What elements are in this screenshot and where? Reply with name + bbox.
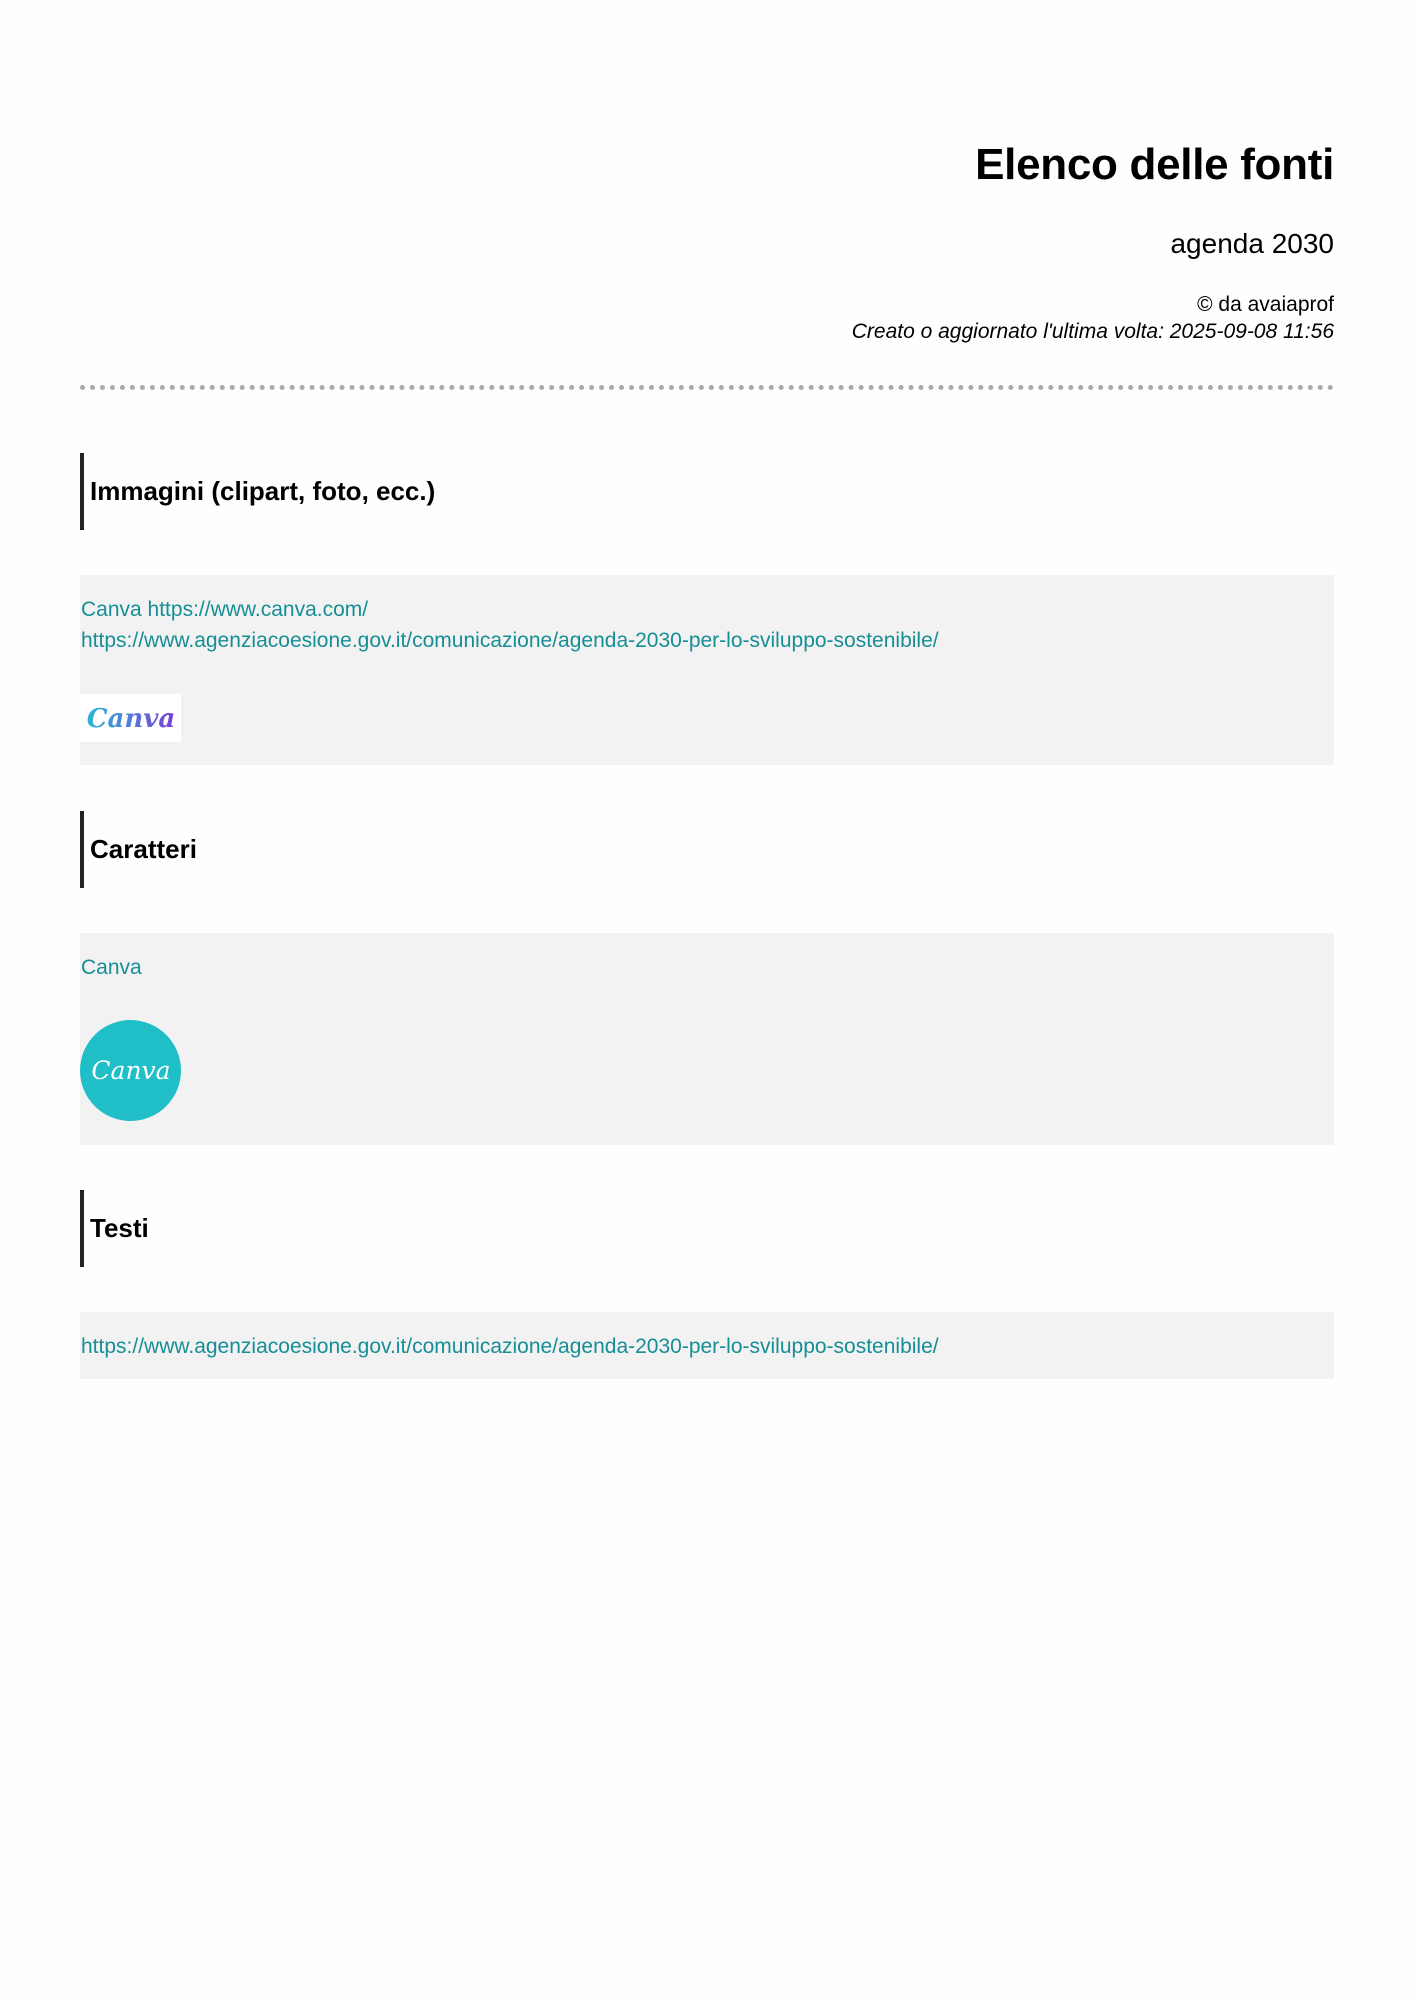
section-box-texts xyxy=(80,1312,1334,1379)
canva-circle-text: Canva xyxy=(90,1055,171,1085)
section-box-images xyxy=(80,575,1334,765)
section-box-fonts xyxy=(80,933,1334,1145)
last-updated: Creato o aggiornato l'ultima volta: 2025-09-08 11:56 xyxy=(851,320,1334,343)
source-link-canva[interactable]: Canva https://www.canva.com/ xyxy=(81,598,369,621)
page-title: Elenco delle fonti xyxy=(975,140,1334,189)
source-link-agenzia-texts[interactable]: https://www.agenziacoesione.gov.it/comunicazione/agenda-2030-per-lo-sviluppo-sostenibile/ xyxy=(81,1335,939,1358)
page-subtitle: agenda 2030 xyxy=(1170,228,1334,259)
section-title-images: Immagini (clipart, foto, ecc.) xyxy=(80,453,980,530)
source-link-canva-fonts[interactable]: Canva xyxy=(81,956,142,979)
source-link-agenzia[interactable]: https://www.agenziacoesione.gov.it/comunicazione/agenda-2030-per-lo-sviluppo-sostenibile/ xyxy=(81,629,939,652)
author-credit: © da avaiaprof xyxy=(1197,293,1334,316)
dotted-divider xyxy=(80,385,1334,390)
section-title-fonts: Caratteri xyxy=(80,811,980,888)
canva-circle-logo xyxy=(80,1020,181,1121)
section-title-texts: Testi xyxy=(80,1190,980,1267)
canva-wordmark-logo xyxy=(80,694,181,742)
canva-wordmark-text: Canva xyxy=(86,704,175,734)
